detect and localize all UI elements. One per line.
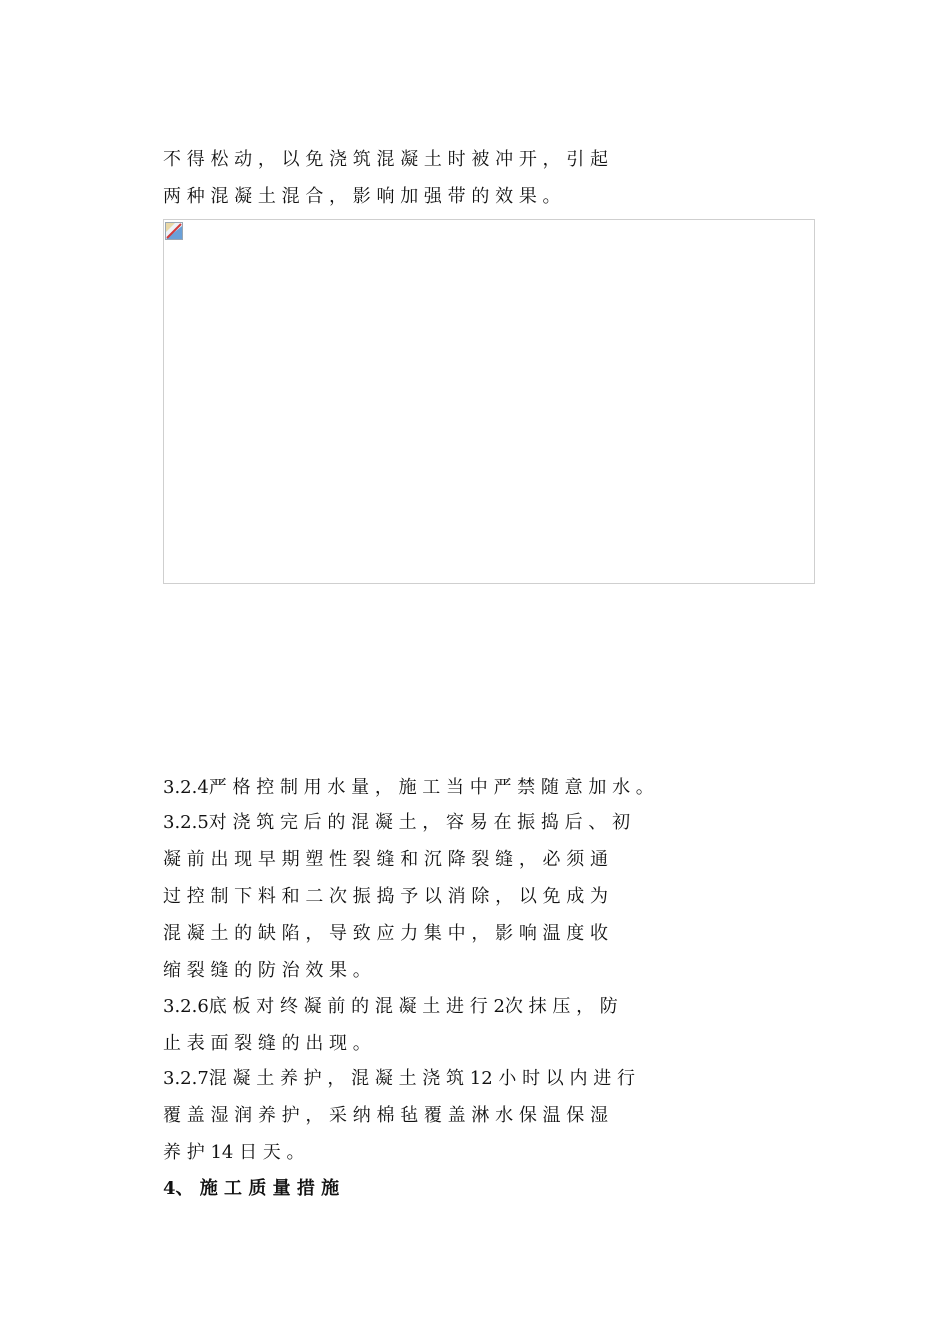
paragraph-line: 不 得 松 动 ， 以 免 浇 筑 混 凝 土 时 被 冲 开 ， 引 起 (163, 149, 608, 170)
paragraph-line: 3.2.5对 浇 筑 完 后 的 混 凝 土 ， 容 易 在 振 捣 后 、 初 (163, 812, 631, 833)
section-heading: 4、 施 工 质 量 措 施 (163, 1178, 340, 1199)
paragraph-line: 两 种 混 凝 土 混 合 ， 影 响 加 强 带 的 效 果 。 (163, 186, 561, 207)
paragraph-line: 凝 前 出 现 早 期 塑 性 裂 缝 和 沉 降 裂 缝 ， 必 须 通 (163, 849, 608, 870)
paragraph-line: 3.2.7混 凝 土 养 护 ， 混 凝 土 浇 筑 12 小 时 以 内 进 行 (163, 1068, 635, 1089)
paragraph-line: 养 护 14 日 天 。 (163, 1142, 305, 1163)
paragraph-line: 混 凝 土 的 缺 陷 ， 导 致 应 力 集 中 ， 影 响 温 度 收 (163, 923, 608, 944)
paragraph-line: 3.2.6底 板 对 终 凝 前 的 混 凝 土 进 行 2次 抹 压 ， 防 (163, 996, 618, 1017)
paragraph-line: 覆 盖 湿 润 养 护 ， 采 纳 棉 毡 覆 盖 淋 水 保 温 保 湿 (163, 1105, 608, 1126)
paragraph-line: 缩 裂 缝 的 防 治 效 果 。 (163, 960, 371, 981)
paragraph-line: 止 表 面 裂 缝 的 出 现 。 (163, 1033, 371, 1054)
broken-image-icon (165, 222, 183, 240)
embedded-image-placeholder (163, 219, 815, 584)
paragraph-line: 过 控 制 下 料 和 二 次 振 捣 予 以 消 除 ， 以 免 成 为 (163, 886, 608, 907)
paragraph-line: 3.2.4严 格 控 制 用 水 量 ， 施 工 当 中 严 禁 随 意 加 水 。 (163, 777, 654, 798)
